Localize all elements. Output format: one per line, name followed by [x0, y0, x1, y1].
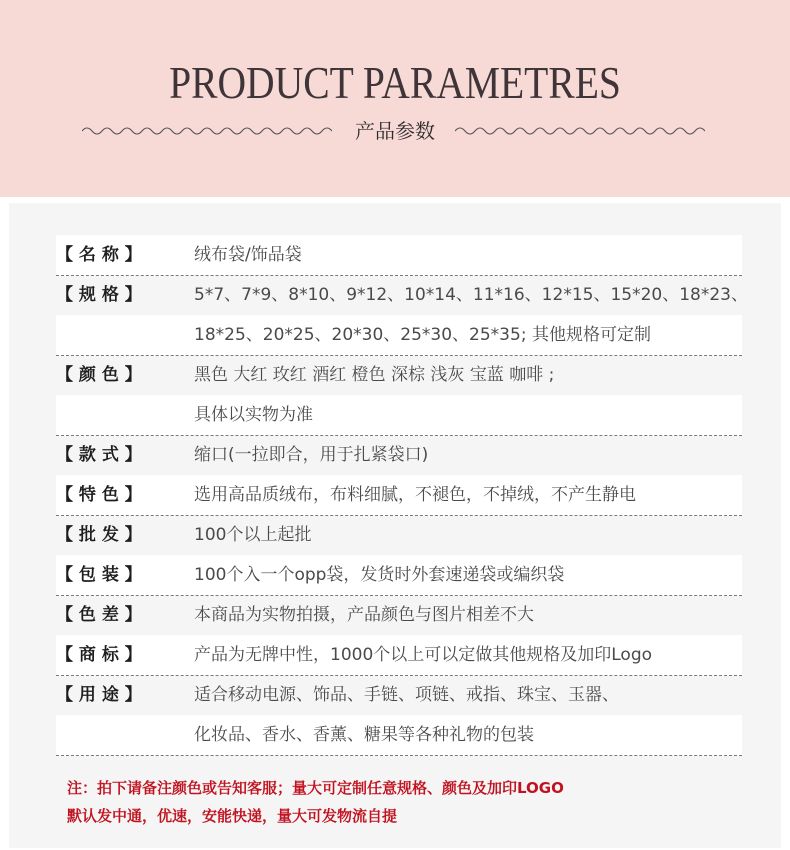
- param-value: 缩口(一拉即合，用于扎紧袋口): [194, 445, 429, 465]
- param-value: 100个以上起批: [194, 525, 312, 545]
- header-banner: [0, 0, 790, 197]
- param-value: 适合移动电源、饰品、手链、项链、戒指、珠宝、玉器、: [194, 685, 619, 705]
- param-row-color: [56, 355, 742, 396]
- param-value: 黑色 大红 玫红 酒红 橙色 深棕 浅灰 宝蓝 咖啡 ;: [194, 365, 555, 385]
- note-line-1: 注：拍下请备注颜色或告知客服；量大可定制任意规格、颜色及加印LOGO: [67, 779, 564, 797]
- param-value: 化妆品、香水、香薰、糖果等各种礼物的包装: [194, 725, 534, 745]
- wave-decoration-right-icon: [455, 124, 705, 138]
- param-row-size-cont: [56, 315, 742, 356]
- param-row-color-diff: [56, 595, 742, 636]
- param-value: 本商品为实物拍摄，产品颜色与图片相差不大: [194, 605, 534, 625]
- param-value: 选用高品质绒布，布料细腻，不褪色，不掉绒，不产生静电: [194, 485, 636, 505]
- param-value: 产品为无牌中性，1000个以上可以定做其他规格及加印Logo: [194, 645, 653, 665]
- param-label: 【 色 差 】: [56, 605, 142, 625]
- param-row-feature: [56, 475, 742, 516]
- param-row-trademark: [56, 635, 742, 676]
- param-row-usage: [56, 675, 742, 716]
- param-label: 【 特 色 】: [56, 485, 142, 505]
- note-line-2: 默认发中通，优速，安能快递，量大可发物流自提: [67, 807, 398, 825]
- param-label: [56, 315, 160, 355]
- page-title: PRODUCT PARAMETRES: [169, 57, 621, 108]
- param-label: 【 商 标 】: [56, 645, 142, 665]
- param-label: 【 批 发 】: [56, 525, 142, 545]
- param-value: 100个入一个opp袋，发货时外套速递袋或编织袋: [194, 565, 565, 585]
- param-value: 绒布袋/饰品袋: [194, 245, 302, 265]
- param-row-packaging: [56, 555, 742, 596]
- param-label: 【 颜 色 】: [56, 365, 142, 385]
- page-subtitle: 产品参数: [355, 119, 435, 143]
- param-value: 具体以实物为准: [194, 405, 313, 425]
- param-label: [56, 395, 160, 435]
- param-row-size: [56, 275, 748, 316]
- param-row-wholesale: [56, 515, 742, 556]
- param-row-style: [56, 435, 742, 476]
- param-label: 【 规 格 】: [56, 285, 142, 305]
- param-label: [56, 715, 160, 755]
- param-row-color-cont: [56, 395, 742, 436]
- param-label: 【 款 式 】: [56, 445, 142, 465]
- param-value: 5*7、7*9、8*10、9*12、10*14、11*16、12*15、15*20、18*23、: [194, 285, 748, 305]
- param-value: 18*25、20*25、20*30、25*30、25*35; 其他规格可定制: [194, 325, 651, 345]
- param-label: 【 用 途 】: [56, 685, 142, 705]
- subtitle-row: [0, 116, 790, 146]
- param-row-usage-cont: [56, 715, 742, 756]
- param-label: 【 包 装 】: [56, 565, 142, 585]
- param-row-name: [56, 235, 742, 276]
- param-label: 【 名 称 】: [56, 245, 142, 265]
